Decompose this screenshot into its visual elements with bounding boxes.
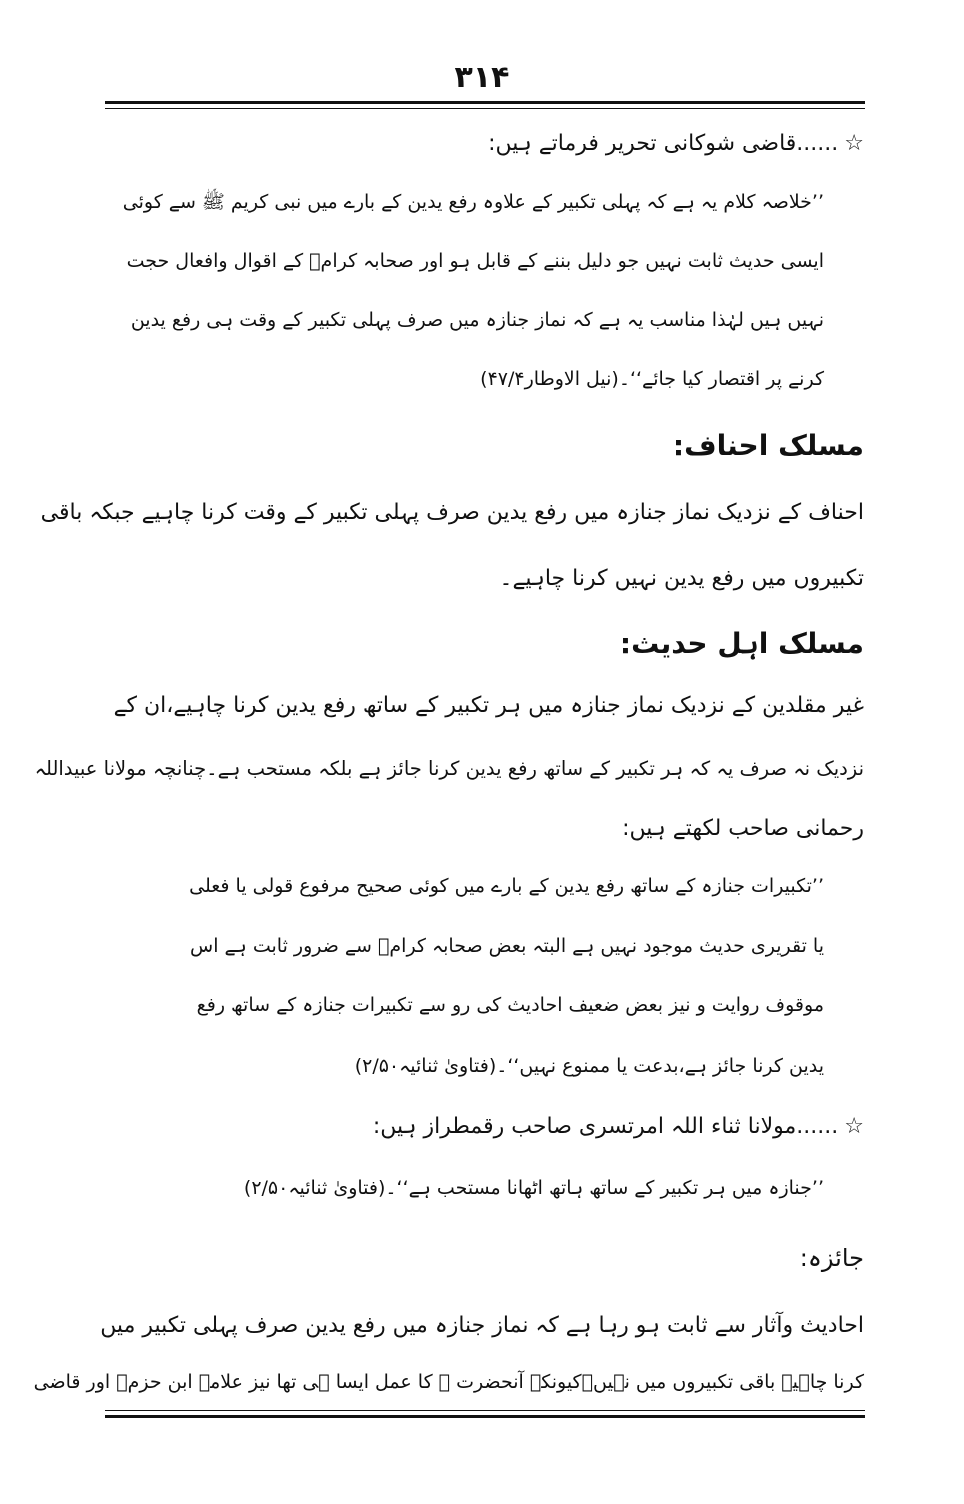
amritsari-intro-text: ......مولانا ثناء اللہ امرتسری صاحب رقمطراز ہیں:: [372, 1114, 839, 1139]
shawkani-intro-text: ......قاضی شوکانی تحریر فرماتے ہیں:: [488, 131, 839, 156]
rahmani-quote-line: موقوف روایت و نیز بعض ضعیف احادیث کی رو سے تکبیرات جنازہ کے ساتھ رفع: [196, 994, 824, 1016]
header-rule-thin: [105, 108, 865, 109]
ahl-hadith-heading: مسلک اہل حدیث:: [619, 627, 864, 660]
ahnaf-text-line: تکبیروں میں رفع یدین نہیں کرنا چاہیے۔: [499, 566, 864, 591]
ahnaf-heading: مسلک احناف:: [672, 429, 864, 462]
jaiza-text-line: احادیث وآثار سے ثابت ہو رہا ہے کہ نماز جنازہ میں رفع یدین صرف پہلی تکبیر میں: [100, 1313, 864, 1338]
shawkani-intro: [488, 128, 864, 160]
amritsari-intro: [373, 1111, 864, 1143]
rahmani-quote-line: یا تقریری حدیث موجود نہیں ہے البتہ بعض صحابہ کرامؓ سے ضرور ثابت ہے اس: [190, 935, 824, 957]
rahmani-quote-line: یدین کرنا جائز ہے،بدعت یا ممنوع نہیں‘‘۔(فتاویٰ ثنائیہ۲/۵۰): [354, 1055, 824, 1077]
shawkani-quote-line: ’’خلاصہ کلام یہ ہے کہ پہلی تکبیر کے علاوہ رفع یدین کے بارے میں نبی کریم ﷺ سے کوئی: [122, 191, 824, 213]
amritsari-quote: ’’جنازہ میں ہر تکبیر کے ساتھ ہاتھ اٹھانا مستحب ہے‘‘۔(فتاویٰ ثنائیہ۲/۵۰): [243, 1177, 824, 1199]
jaiza-text-line: کرنا چاہیے باقی تکبیروں میں نہیں۔کیونکہ آنحضرت ﷺ کا عمل ایسا ہی تھا نیز علامہ ابن حزمؒ اور قاضی: [33, 1371, 864, 1393]
rahmani-quote-line: ’’تکبیرات جنازہ کے ساتھ رفع یدین کے بارے میں کوئی صحیح مرفوع قولی یا فعلی: [189, 875, 824, 897]
star-icon: ☆: [844, 1114, 864, 1139]
star-icon: ☆: [844, 131, 864, 156]
ahl-hadith-text-line: رحمانی صاحب لکھتے ہیں:: [622, 816, 864, 841]
ahl-hadith-text-line: غیر مقلدین کے نزدیک نماز جنازہ میں ہر تکبیر کے ساتھ رفع یدین کرنا چاہیے،ان کے: [113, 693, 864, 718]
footer-rule-thin: [105, 1410, 865, 1411]
jaiza-heading: جائزہ:: [799, 1244, 864, 1272]
footer-rule-thick: [105, 1415, 865, 1418]
page-number: ۳۱۴: [454, 60, 510, 95]
header-rule-thick: [105, 101, 865, 104]
shawkani-quote-line: کرنے پر اقتصار کیا جائے‘‘۔(نیل الاوطار۴۷/۴): [480, 368, 824, 390]
shawkani-quote-line: ایسی حدیث ثابت نہیں جو دلیل بننے کے قابل ہو اور صحابہ کرامؓ کے اقوال وافعال حجت: [126, 250, 824, 272]
shawkani-quote-line: نہیں ہیں لہٰذا مناسب یہ ہے کہ نماز جنازہ میں صرف پہلی تکبیر کے وقت ہی رفع یدین: [130, 309, 824, 331]
ahnaf-text-line: احناف کے نزدیک نماز جنازہ میں رفع یدین صرف پہلی تکبیر کے وقت کرنا چاہیے جبکہ باقی: [40, 500, 864, 525]
ahl-hadith-text-line: نزدیک نہ صرف یہ کہ ہر تکبیر کے ساتھ رفع یدین کرنا جائز ہے بلکہ مستحب ہے۔چنانچہ مولانا عبیداللہ: [34, 757, 864, 780]
